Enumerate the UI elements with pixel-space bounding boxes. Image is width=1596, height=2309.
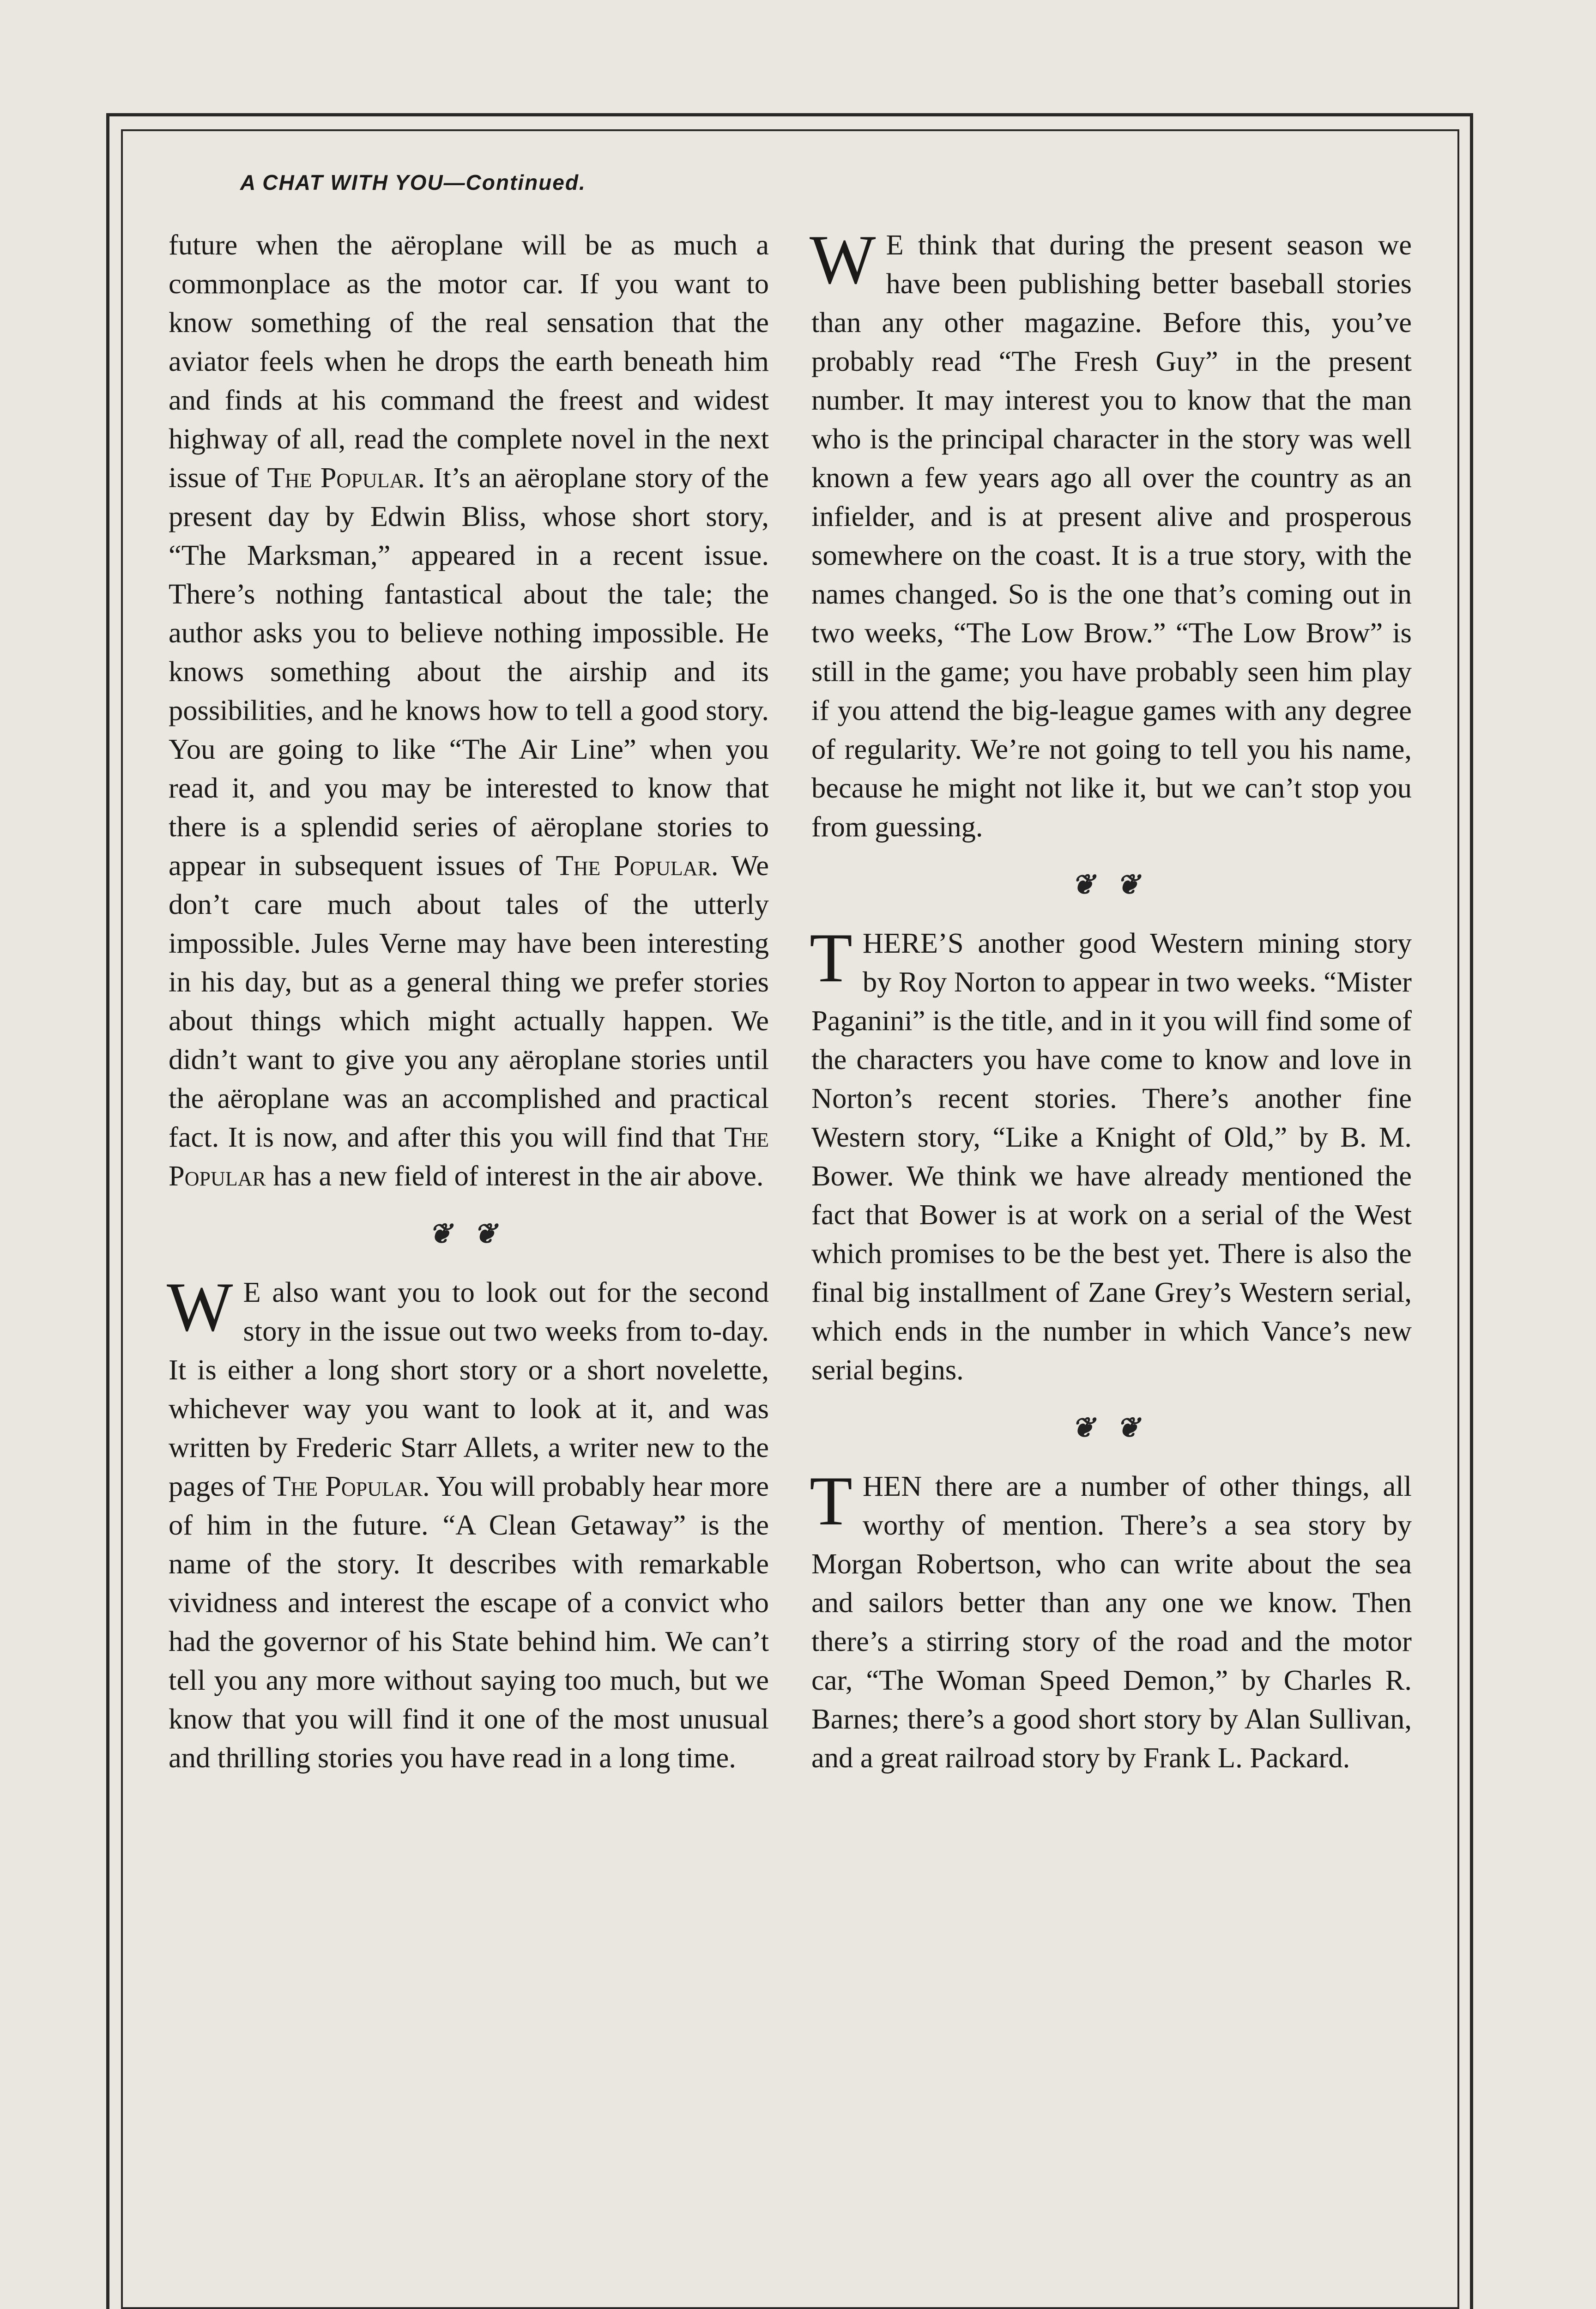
paragraph-baseball: W E think that during the present season we have been publishing better baseball stories than any other magazine. Before this, you’ve probably read “The Fresh Guy” in the present number. It may interest you to know that the man who is the principal character in the story was well known a few years ago all over the country as an infielder, and is at present alive and prosperous somewhere on the coast. It is a true story, with the names changed. So is the one that’s coming out in two weeks, “The Low Brow.” “The Low Brow” is still in the game; you have probably seen him play if you attend the big-league games with any degree of regularity. We’re not going to tell you his name, because he might not like it, but we can’t stop you from guessing. [810, 221, 1412, 843]
left-column [169, 225, 769, 1777]
magazine-name: The Popular [267, 461, 418, 494]
magazine-name: The Popular [273, 1470, 423, 1502]
paragraph-other-stories: THEN there are a number of other things, all worthy of mention. There’s a sea story by Morgan Robertson, who can write about the sea and sailors better than any one we know. Then there’s a stirring story of the road and the motor car, “The Woman Speed Demon,” by Charles R. Barnes; there’s a good short story by Alan Sullivan, and a great railroad story by Frank L. Packard. [810, 1462, 1412, 1774]
drop-cap: W [810, 221, 876, 298]
magazine-name: The Popular [169, 1121, 769, 1192]
section-separator: ❦ ❦ [1070, 870, 1154, 900]
drop-cap: T [810, 1462, 852, 1540]
paragraph-clean-getaway: W E also want you to look out for the second story in the issue out two weeks from to-day. It is either a long short story or a short novelette, whichever way you want to look at it, and was written by Frederic Starr Allets, a writer new to the pages of The Popular. You will probably hear more of him in the future. “A Clean Getaway” is the name of the story. It describes with remarkable vividness and interest the escape of a convict who had the governor of his State behind him. We can’t tell you any more without saying too much, but we know that you will find it one of the most unusual and thrilling stories you have read in a long time. [167, 1268, 769, 1774]
paragraph-western: THERE’S another good Western mining story by Roy Norton to appear in two weeks. “Mister Paganini” is the title, and in it you will find some of the characters you have come to know and love in Norton’s recent stories. There’s another fine Western story, “Like a Knight of Old,” by B. M. Bower. We think we have already mentioned the fact that Bower is at work on a serial of the West which promises to be the best yet. There is also the final big installment of Zane Grey’s Western serial, which ends in the number in which Vance’s new serial begins. [810, 919, 1412, 1386]
section-header: A CHAT WITH YOU—Continued. [240, 170, 586, 194]
drop-cap: T [810, 919, 852, 997]
section-separator: ❦ ❦ [427, 1219, 511, 1249]
magazine-name: The Popular [556, 849, 711, 882]
drop-cap: W [167, 1268, 233, 1346]
right-column [810, 221, 1412, 1777]
section-separator: ❦ ❦ [1070, 1413, 1154, 1443]
paragraph-aeroplane: future when the aëroplane will be as much a commonplace as the motor car. If you want to know something of the real sensation that the aviator feels when he drops the earth beneath him and finds at his command the freest and widest highway of all, read the complete novel in the next issue of The Popular. It’s an aëroplane story of the present day by Edwin Bliss, whose short story, “The Marksman,” appeared in a recent issue. There’s nothing fantastical about the tale; the author asks you to believe nothing impossible. He knows something about the airship and its possibilities, and he knows how to tell a good story. You are going to like “The Air Line” when you read it, and you may be interested to know that there is a splendid series of aëroplane stories to appear in subsequent issues of The Popular. We don’t care much about tales of the utterly impossible. Jules Verne may have been interesting in his day, but as a general thing we prefer stories about things which might actually happen. We didn’t want to give you any aëroplane stories until the aëroplane was an accomplished and practical fact. It is now, and after this you will find that The Popular has a new field of interest in the air above. [169, 229, 769, 1192]
